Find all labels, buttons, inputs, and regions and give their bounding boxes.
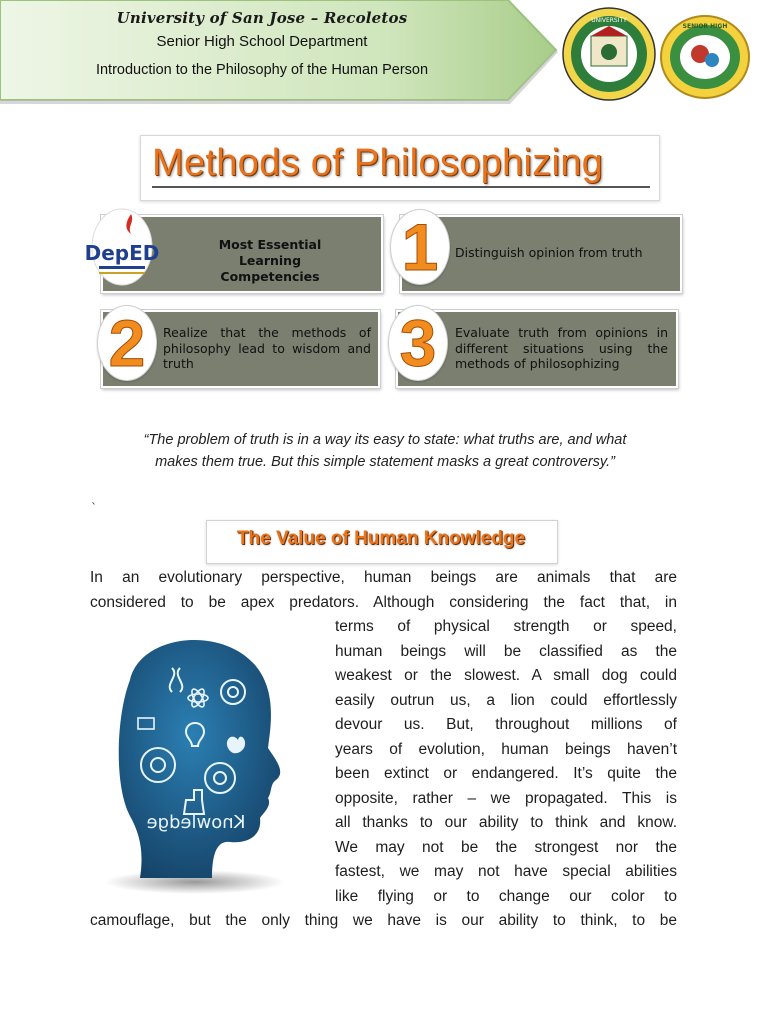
number-badge-3: 3 xyxy=(388,305,448,381)
body-line: camouflage, but the only thing we have is our ability to think, to be xyxy=(90,912,677,929)
competency-text-2: Realize that the methods of philosophy lead to wisdom and truth xyxy=(163,325,371,371)
number-badge-2: 2 xyxy=(97,305,157,381)
shs-department-seal-logo xyxy=(660,14,750,100)
deped-logo-text: DepED xyxy=(84,241,160,265)
body-line: terms of physical strength or speed, xyxy=(335,618,677,635)
quote-line-2: makes them true. But this simple statement masks a great controversy.” xyxy=(155,454,615,470)
competencies-heading-line2: Competencies xyxy=(220,269,320,284)
body-paragraph-bottom xyxy=(90,909,677,934)
body-paragraph-wrapped xyxy=(335,615,677,909)
competency-text-1: Distinguish opinion from truth xyxy=(455,245,643,260)
title-underline xyxy=(152,186,650,188)
body-line: devour us. But, throughout millions of xyxy=(335,716,677,733)
body-line: years of evolution, human beings haven’t xyxy=(335,740,677,758)
body-line: fastest, we may not have special abilities xyxy=(335,863,677,880)
competencies-heading-line1: Most Essential Learning xyxy=(218,237,322,268)
number-badge-1: 1 xyxy=(390,209,450,285)
truth-quote xyxy=(90,429,680,473)
knowledge-head-illustration xyxy=(100,620,290,900)
department-name: Senior High School Department xyxy=(156,33,368,50)
stray-mark: ` xyxy=(91,501,97,515)
body-line: opposite, rather – we propagated. This is xyxy=(335,789,677,807)
course-title: Introduction to the Philosophy of the Human Person xyxy=(95,62,429,78)
competencies-heading xyxy=(190,237,350,285)
page-title: Methods of Philosophizing xyxy=(152,142,604,184)
body-line: all thanks to our ability to think and know. xyxy=(335,814,677,831)
body-paragraph-top xyxy=(90,566,677,615)
knowledge-mirrored-label: Knowledge xyxy=(146,812,246,833)
body-line: human beings will be classified as the xyxy=(335,642,677,660)
quote-line-1: “The problem of truth is in a way its easy to state: what truths are, and what xyxy=(143,432,627,448)
deped-logo xyxy=(84,208,160,286)
body-line: In an evolutionary perspective, human beings are animals that are xyxy=(90,569,677,586)
body-line: easily outrun us, a lion could effortlessly xyxy=(335,691,677,709)
body-line: been extinct or endangered. It’s quite the xyxy=(335,765,677,782)
body-line: like flying or to change our color to xyxy=(335,887,677,905)
university-name: University of San Jose – Recoletos xyxy=(116,9,408,27)
svg-text:UNIVERSITY: UNIVERSITY xyxy=(591,17,627,24)
svg-text:SENIOR HIGH: SENIOR HIGH xyxy=(682,23,728,30)
body-line: We may not be the strongest nor the xyxy=(335,838,677,856)
body-line: weakest or the slowest. A small dog could xyxy=(335,667,677,684)
body-line: considered to be apex predators. Although considering the fact that, in xyxy=(90,593,677,611)
competency-text-3: Evaluate truth from opinions in different situations using the methods of philosophizing xyxy=(455,325,668,371)
section-title: The Value of Human Knowledge xyxy=(236,528,526,549)
university-seal-logo xyxy=(561,6,657,102)
